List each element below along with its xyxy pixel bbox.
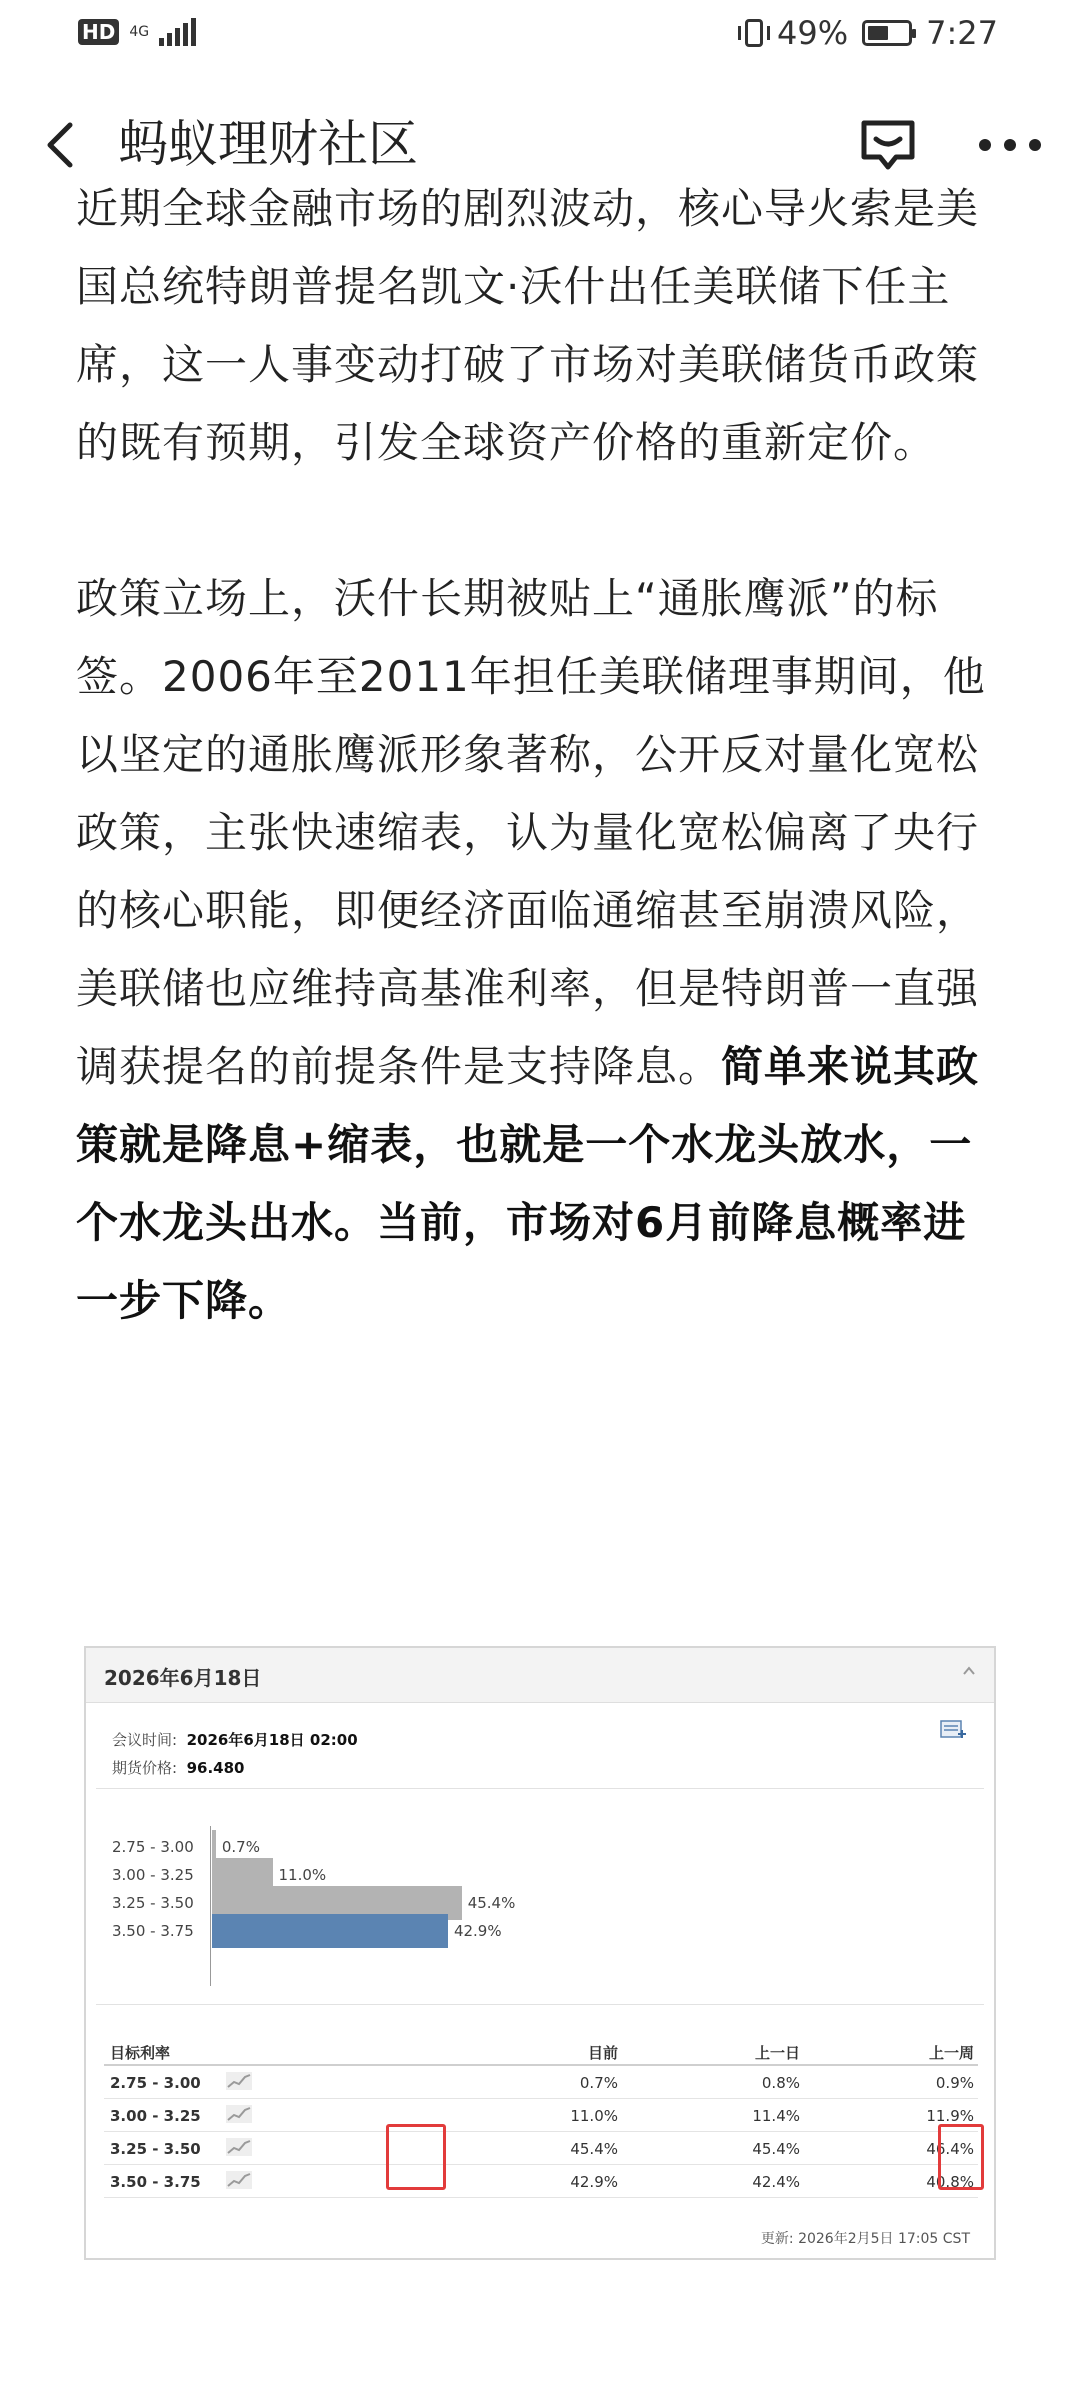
col-prev-week: 上一周	[928, 2044, 974, 2062]
article-paragraph-1: 近期全球金融市场的剧烈波动，核心导火索是美国总统特朗普提名凯文·沃什出任美联储下任主席，这一人事变动打破了市场对美联储货币政策的既有预期，引发全球资产价格的重新定价。	[76, 184, 980, 467]
hd-badge: HD	[78, 19, 119, 45]
trend-chart-icon[interactable]	[226, 2171, 252, 2189]
futures-price-label: 期货价格:	[112, 1759, 178, 1777]
chart-category-label: 2.75 - 3.00	[112, 1838, 194, 1856]
paragraph-gap	[76, 482, 1006, 560]
col-target-rate: 目标利率	[110, 2044, 171, 2062]
status-left	[78, 18, 196, 46]
row-prev-day: 11.4%	[752, 2107, 800, 2125]
row-current: 42.9%	[570, 2173, 618, 2191]
row-prev-day: 42.4%	[752, 2173, 800, 2191]
paragraph-2-text: 政策立场上，沃什长期被贴上“通胀鹰派”的标签。2006年至2011年担任美联储理事期间，他以坚定的通胀鹰派形象著称，公开反对量化宽松政策，主张快速缩表，认为量化宽松偏离了央行的核心职能，即便经济面临通缩甚至崩溃风险，美联储也应维持高基准利率，但是特朗普一直强调获提名的前提条件是支持降息。	[76, 574, 986, 1091]
row-prev-day: 45.4%	[752, 2140, 800, 2158]
chart-bar	[212, 1914, 448, 1948]
trend-chart-icon[interactable]	[226, 2072, 252, 2090]
highlight-box-current	[386, 2124, 446, 2190]
trend-chart-icon[interactable]	[226, 2138, 252, 2156]
table-row	[104, 2099, 978, 2132]
clock: 7:27	[926, 14, 998, 52]
fedwatch-card[interactable]	[84, 1646, 996, 2260]
back-arrow-icon[interactable]	[38, 121, 86, 169]
trend-chart-icon[interactable]	[226, 2105, 252, 2123]
row-current: 0.7%	[579, 2074, 618, 2092]
chart-category-label: 3.25 - 3.50	[112, 1894, 194, 1912]
table-row	[104, 2132, 978, 2165]
battery-icon	[862, 20, 912, 46]
chat-share-icon[interactable]	[858, 115, 918, 175]
futures-price-row	[112, 1754, 358, 1782]
chevron-up-icon[interactable]	[962, 1664, 976, 1678]
chart-category-label: 3.00 - 3.25	[112, 1866, 194, 1884]
chart-value-label: 42.9%	[453, 1922, 502, 1940]
updated-timestamp: 更新: 2026年2月5日 17:05 CST	[760, 2231, 970, 2247]
highlight-box-prev-week	[938, 2124, 984, 2190]
table-header	[104, 2034, 978, 2066]
row-range: 3.50 - 3.75	[110, 2173, 201, 2191]
futures-price-value: 96.480	[186, 1759, 245, 1777]
network-type: 4G	[129, 24, 150, 40]
col-current: 目前	[587, 2044, 618, 2062]
table-row	[104, 2165, 978, 2198]
meeting-time-label: 会议时间:	[112, 1731, 178, 1749]
row-prev-week: 40.8%	[926, 2173, 974, 2191]
table-row	[104, 2066, 978, 2099]
row-current: 11.0%	[570, 2107, 618, 2125]
row-range: 3.00 - 3.25	[110, 2107, 201, 2125]
page-title: 蚂蚁理财社区	[118, 115, 418, 173]
export-icon[interactable]	[940, 1718, 968, 1744]
paragraph-2-bold: 简单来说其政策就是降息+缩表，也就是一个水龙头放水，一个水龙头出水。当前，市场对6月前降息概率进一步下降。	[76, 1042, 980, 1325]
article-body	[76, 184, 1006, 1340]
divider	[96, 1788, 984, 1789]
vibrate-icon	[745, 19, 763, 47]
row-range: 2.75 - 3.00	[110, 2074, 201, 2092]
row-range: 3.25 - 3.50	[110, 2140, 201, 2158]
row-prev-week: 0.9%	[935, 2074, 974, 2092]
status-bar	[0, 0, 1080, 80]
more-icon[interactable]	[975, 121, 1045, 169]
chart-row	[86, 1914, 986, 1948]
meeting-meta	[112, 1726, 358, 1782]
meeting-time-row	[112, 1726, 358, 1754]
signal-icon	[159, 18, 196, 46]
row-prev-day: 0.8%	[761, 2074, 800, 2092]
chart-value-label: 0.7%	[221, 1838, 260, 1856]
row-prev-week: 11.9%	[926, 2107, 974, 2125]
divider	[96, 2004, 984, 2005]
col-prev-day: 上一日	[754, 2044, 800, 2062]
card-header[interactable]	[86, 1648, 994, 1703]
chart-value-label: 45.4%	[467, 1894, 516, 1912]
chart-value-label: 11.0%	[278, 1866, 327, 1884]
row-prev-week: 46.4%	[926, 2140, 974, 2158]
chart-category-label: 3.50 - 3.75	[112, 1922, 194, 1940]
status-right	[745, 14, 998, 52]
row-current: 45.4%	[570, 2140, 618, 2158]
battery-percent: 49%	[777, 14, 849, 52]
meeting-time-value: 2026年6月18日 02:00	[186, 1731, 358, 1749]
probability-table	[104, 2034, 978, 2198]
card-header-title: 2026年6月18日	[104, 1666, 262, 1690]
table-body	[104, 2066, 978, 2198]
article-paragraph-2	[76, 560, 1006, 1340]
